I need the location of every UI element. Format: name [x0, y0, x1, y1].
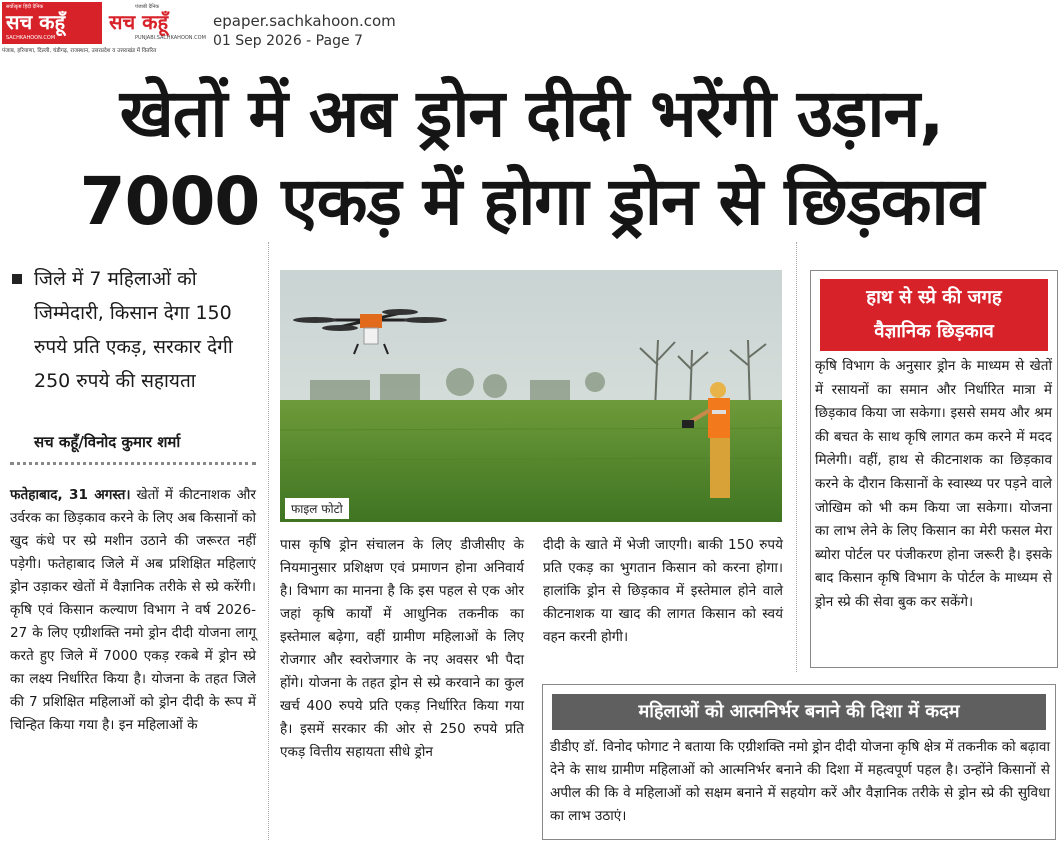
epaper-date-page: 01 Sep 2026 - Page 7: [213, 33, 363, 49]
photo-caption: फाइल फोटो: [285, 498, 349, 519]
logo-tagline: सर्वोत्कृष्ट हिंदी दैनिक: [6, 4, 44, 10]
logo-site: SACHKAHOON.COM: [6, 35, 56, 41]
column-1-body: खेतों में कीटनाशक और उर्वरक का छिड़काव करने के लिए अब किसानों को खुद कंधे पर स्प्रे मशीन उठाने की जरूरत नहीं पड़ेगी। फतेहाबाद जिले में अब प्रशिक्षित महिलाएं ड्रोन उड़ाकर खेतों में वैज्ञानिक तरीके से स्प्रे करेंगी। कृषि एवं किसान कल्याण विभाग ने वर्ष 2026-27 के लिए एग्रीशक्ति नमो ड्रोन दीदी योजना लागू करते हुए जिले में 7000 एकड़ रकबे में ड्रोन स्प्रे का लक्ष्य निर्धारित किया है। योजना के तहत जिले की 7 प्रशिक्षित महिलाओं को ड्रोन दीदी के रूप में चिन्हित किया गया है। इन महिलाओं के: [10, 487, 256, 733]
sidebox-heading-line-1: हाथ से स्प्रे की जगह: [866, 287, 1002, 308]
column-rule: [268, 242, 269, 840]
headline-line-1: खेतों में अब ड्रोन दीदी भरेंगी उड़ान,: [119, 75, 944, 152]
headline-line-2: 7000 एकड़ में होगा ड्रोन से छिड़काव: [79, 163, 984, 240]
column-rule: [796, 242, 797, 672]
dateline: फतेहाबाद, 31 अगस्त।: [10, 487, 131, 503]
editions-line: पंजाब, हरियाणा, दिल्ली, चंडीगढ़, राजस्थान, उत्तरप्रदेश व उत्तराखंड में वितरित: [2, 48, 157, 54]
headline: [0, 70, 1063, 246]
bottombox-body: डीडीए डॉ. विनोद फोगाट ने बताया कि एग्रीशक्ति नमो ड्रोन दीदी योजना कृषि क्षेत्र में तकनीक को बढ़ावा देने के साथ ग्रामीण महिलाओं को आत्मनिर्भर बनाने की दिशा में महत्वपूर्ण पहल है। उन्होंने किसानों से अपील की कि वे महिलाओं को सक्षम बनाने में सहयोग करें और वैज्ञानिक तरीके से ड्रोन स्प्रे की सुविधा का लाभ उठाएं।: [550, 739, 1050, 824]
logo-site: PUNJABI.SACHKAHOON.COM: [135, 35, 206, 41]
sidebox-heading: [820, 279, 1048, 351]
article-column-3: दीदी के खाते में भेजी जाएगी। बाकी 150 रुपये प्रति एकड़ का भुगतान किसान को करना होगा। हालांकि ड्रोन से छिड़काव में इस्तेमाल होने वाले कीटनाशक या खाद की लागत किसान को स्वयं वहन करनी होगी।: [543, 537, 783, 645]
punjabi-edition-logo[interactable]: [105, 2, 206, 44]
logo-name: सच कहूँ: [6, 10, 66, 34]
masthead: [0, 0, 206, 60]
drone-photo: [280, 270, 782, 522]
logo-tagline: पंजाबी दैनिक: [135, 4, 160, 10]
article-column-1: [10, 484, 256, 737]
sachkahoon-logo[interactable]: [2, 2, 102, 44]
divider: [10, 462, 256, 465]
article-column-2: पास कृषि ड्रोन संचालन के लिए डीजीसीए के नियमानुसार प्रशिक्षण एवं प्रमाणन होना अनिवार्य है। विभाग का मानना है कि इस पहल से एक ओर जहां कृषि कार्यों में आधुनिक तकनीक का इस्तेमाल बढ़ेगा, वहीं ग्रामीण महिलाओं के लिए रोजगार और स्वरोजगार के नए अवसर भी पैदा होंगे। योजना के तहत ड्रोन से स्प्रे करवाने का कुल खर्च 400 रुपये प्रति एकड़ निर्धारित किया गया है। इसमें सरकार की ओर से 250 रुपये प्रति एकड़ वित्तीय सहायता सीधे ड्रोन: [280, 537, 524, 760]
sidebox-heading-line-2: वैज्ञानिक छिड़काव: [874, 321, 994, 342]
sidebox-body: कृषि विभाग के अनुसार ड्रोन के माध्यम से खेतों में रसायनों का समान और निर्धारित मात्रा में छिड़काव किया जा सकेगा। इससे समय और श्रम की बचत के साथ कृषि लागत कम करने में मदद मिलेगी। वहीं, हाथ से कीटनाशक का छिड़काव करने के दौरान किसानों के स्वास्थ्य पर पड़ने वाले जोखिम को भी कम किया जा सकेगा। योजना का लाभ लेने के लिए किसान का मेरी फसल मेरा ब्योरा पोर्टल पर पंजीकरण होना जरूरी है। इसके बाद किसान कृषि विभाग के पोर्टल के माध्यम से ड्रोन स्प्रे की सेवा बुक कर सकेंगे।: [815, 358, 1052, 610]
logo-name: सच कहूँ: [109, 10, 169, 34]
bottombox-heading: महिलाओं को आत्मनिर्भर बनाने की दिशा में कदम: [552, 694, 1046, 730]
byline: सच कहूँ/विनोद कुमार शर्मा: [34, 433, 181, 451]
highlight-text: जिले में 7 महिलाओं को जिम्मेदारी, किसान देगा 150 रुपये प्रति एकड़, सरकार देगी 250 रुपये की सहायता: [34, 268, 233, 392]
square-bullet-icon: [12, 274, 22, 284]
drone-field-illustration: [280, 270, 782, 522]
epaper-url[interactable]: epaper.sachkahoon.com: [213, 12, 396, 30]
